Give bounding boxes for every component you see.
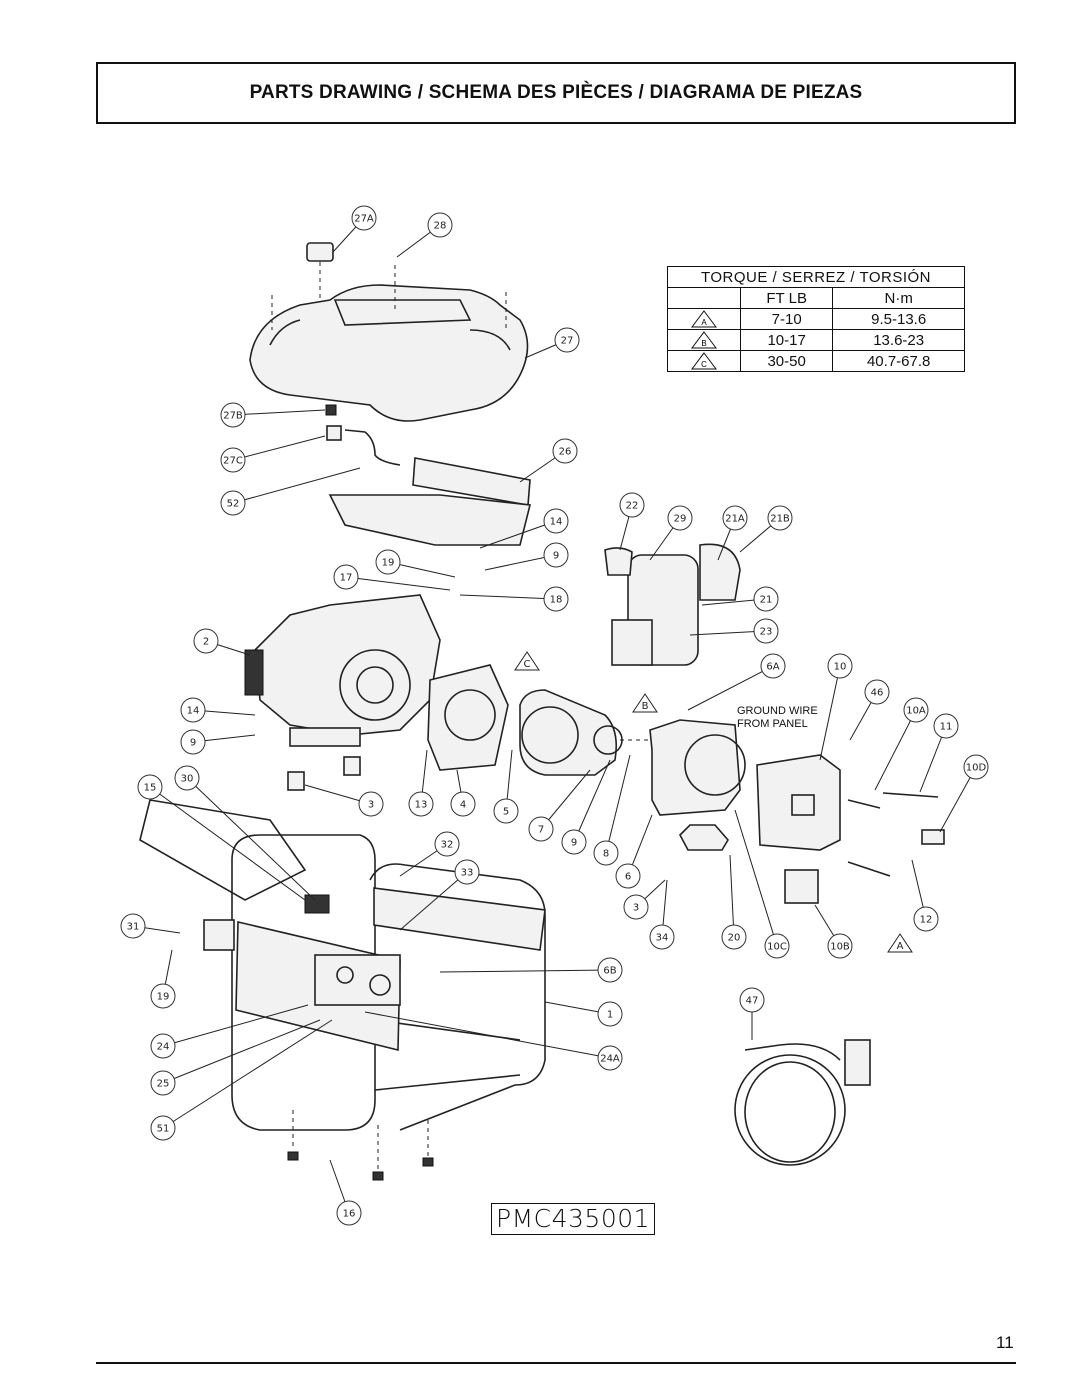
callout-4: [451, 770, 475, 816]
callout-label: 22: [625, 500, 639, 512]
torque-marker-c: [515, 652, 539, 670]
callout-label: 15: [143, 782, 157, 794]
svg-text:A: A: [701, 318, 707, 328]
callout-10A: [875, 698, 928, 790]
callout-10B: [815, 905, 852, 958]
callout-leader-line: [875, 710, 916, 790]
torque-marker-a: [888, 934, 912, 952]
callout-label: 14: [186, 705, 200, 717]
torque-ftlb-value: 30-50: [741, 351, 833, 372]
ground-wire-line1: GROUND WIRE: [737, 705, 818, 717]
callout-label: 12: [919, 914, 933, 926]
callout-label: 6B: [603, 965, 617, 977]
engine-illustration: [245, 595, 440, 790]
callout-label: 51: [156, 1123, 170, 1135]
callout-leader-line: [233, 410, 325, 415]
callout-label: 10: [833, 661, 847, 673]
callout-29: [650, 506, 692, 560]
callout-9: [181, 730, 255, 754]
callout-label: 24A: [600, 1053, 620, 1065]
callout-leader-line: [150, 787, 305, 900]
callout-label: 4: [459, 799, 467, 811]
callout-label: 30: [180, 773, 194, 785]
callout-leader-line: [820, 666, 840, 760]
callout-27A: [333, 206, 376, 252]
callout-22: [620, 493, 644, 550]
callout-leader-line: [233, 436, 325, 460]
torque-nm-value: 40.7-67.8: [833, 351, 965, 372]
callout-18: [460, 587, 568, 611]
callout-label: 1: [606, 1009, 614, 1021]
callout-6B: [440, 958, 622, 982]
callout-label: 9: [570, 837, 578, 849]
callout-label: 18: [549, 594, 563, 606]
callout-14: [181, 698, 255, 722]
callout-label: 17: [339, 572, 353, 584]
callout-6: [616, 815, 652, 888]
callout-label: 21: [759, 594, 773, 606]
torque-table-heading: TORQUE / SERREZ / TORSIÓN: [668, 267, 965, 288]
ground-wire-note: [737, 705, 818, 731]
callout-28: [397, 213, 452, 257]
adaptor-illustration: [428, 665, 508, 770]
callout-21B: [740, 506, 792, 552]
torque-nm-value: 13.6-23: [833, 330, 965, 351]
engine-mount-icon: [344, 757, 360, 775]
frame-illustration: [140, 800, 545, 1130]
torque-col-ftlb: FT LB: [741, 288, 833, 309]
callout-leader-line: [688, 666, 773, 710]
callout-9: [485, 543, 568, 570]
handle-bracket-icon: [204, 920, 234, 950]
engine-mount-icon: [288, 772, 304, 790]
callout-label: 10D: [965, 762, 987, 774]
callout-label: 20: [727, 932, 741, 944]
fuel-cap-icon: [307, 243, 333, 261]
footer-rule: [96, 1362, 1016, 1364]
callout-leader-line: [187, 778, 315, 900]
callout-23: [690, 619, 778, 643]
callout-label: 5: [502, 806, 510, 818]
callout-26: [520, 439, 577, 482]
svg-text:C: C: [523, 659, 531, 670]
callout-label: 14: [549, 516, 563, 528]
callout-label: 24: [156, 1041, 170, 1053]
ground-wire-line2: FROM PANEL: [737, 718, 808, 730]
callout-19: [151, 950, 175, 1008]
svg-text:B: B: [701, 339, 707, 349]
svg-text:A: A: [896, 941, 904, 952]
callout-10: [820, 654, 852, 760]
callout-leader-line: [163, 1005, 308, 1046]
callout-label: 47: [745, 995, 759, 1007]
callout-24A: [365, 1009, 622, 1070]
callout-leader-line: [440, 970, 610, 972]
callout-label: 52: [226, 498, 240, 510]
callout-32: [400, 832, 459, 876]
callout-leader-line: [163, 1020, 332, 1128]
label-icon: [922, 830, 944, 844]
callout-15: [138, 775, 305, 900]
callout-label: 25: [156, 1078, 170, 1090]
callout-31: [121, 914, 180, 938]
frame-bolts-illustration: [288, 1110, 433, 1180]
callout-11: [920, 714, 958, 792]
torque-marker-b: [633, 694, 657, 712]
stator-illustration: [650, 720, 745, 850]
callout-label: 27B: [223, 410, 243, 422]
callout-leader-line: [346, 577, 450, 590]
callout-label: 28: [433, 220, 447, 232]
callout-label: 11: [939, 721, 953, 733]
callout-label: 32: [440, 839, 454, 851]
callout-label: 7: [537, 824, 545, 836]
callout-leader-line: [163, 1020, 320, 1083]
callout-label: 31: [126, 921, 140, 933]
model-number: PMC435001: [491, 1203, 655, 1235]
callout-label: 9: [552, 550, 560, 562]
callout-label: 19: [381, 557, 395, 569]
callout-16: [330, 1160, 361, 1225]
callout-label: 19: [156, 991, 170, 1003]
callout-12: [912, 860, 938, 931]
callout-label: 6: [624, 871, 632, 883]
control-panel-box-illustration: [757, 755, 840, 903]
callout-27B: [221, 403, 325, 427]
callout-label: 9: [189, 737, 197, 749]
torque-col-nm: N·m: [833, 288, 965, 309]
svg-text:C: C: [701, 360, 707, 370]
callout-19: [376, 550, 455, 577]
callout-2: [194, 629, 250, 655]
callout-label: 13: [414, 799, 428, 811]
callout-label: 3: [632, 902, 640, 914]
callout-label: 2: [202, 636, 210, 648]
callout-leader-line: [460, 595, 556, 599]
callout-leader-line: [365, 1012, 610, 1058]
callout-label: 21A: [725, 513, 745, 525]
callout-label: 8: [602, 848, 610, 860]
heat-shield-illustration: [330, 458, 530, 545]
callout-label: 10B: [830, 941, 850, 953]
callout-20: [722, 855, 746, 949]
page-title: PARTS DRAWING / SCHEMA DES PIÈCES / DIAGRAMA DE PIEZAS: [249, 82, 863, 103]
page-number: 11: [996, 1333, 1014, 1352]
torque-ftlb-value: 7-10: [741, 309, 833, 330]
callout-label: 46: [870, 687, 884, 699]
callout-label: 29: [673, 513, 687, 525]
callout-label: 3: [367, 799, 375, 811]
callout-46: [850, 680, 889, 740]
callout-label: 33: [460, 867, 474, 879]
callout-label: 27A: [354, 213, 374, 225]
callout-label: 6A: [766, 661, 780, 673]
callout-47: [740, 988, 764, 1040]
callout-label: 10A: [906, 705, 926, 717]
outlet-panel-icon: [315, 955, 400, 1005]
callout-label: 27C: [223, 455, 243, 467]
callout-label: 23: [759, 626, 773, 638]
torque-ftlb-value: 10-17: [741, 330, 833, 351]
callout-7: [529, 770, 590, 841]
callout-label: 16: [342, 1208, 356, 1220]
callout-label: 34: [655, 932, 669, 944]
callout-13: [409, 750, 433, 816]
callout-10D: [940, 755, 988, 832]
muffler-illustration: [605, 544, 740, 665]
callout-5: [494, 750, 518, 823]
callout-label: 21B: [770, 513, 790, 525]
handle-bracket-icon: [305, 895, 329, 913]
callout-leader-line: [606, 755, 630, 853]
callout-label: 26: [558, 446, 572, 458]
svg-text:B: B: [641, 701, 649, 712]
callout-3: [305, 785, 383, 816]
callout-25: [151, 1020, 320, 1095]
callout-label: 10C: [767, 941, 787, 953]
callout-6A: [688, 654, 785, 710]
callout-label: 27: [560, 335, 574, 347]
power-cord-illustration: [735, 1040, 870, 1165]
callout-1: [545, 1002, 622, 1026]
callout-27: [525, 328, 579, 358]
torque-nm-value: 9.5-13.6: [833, 309, 965, 330]
callout-27C: [221, 436, 325, 472]
fuel-tank-illustration: [250, 243, 528, 421]
